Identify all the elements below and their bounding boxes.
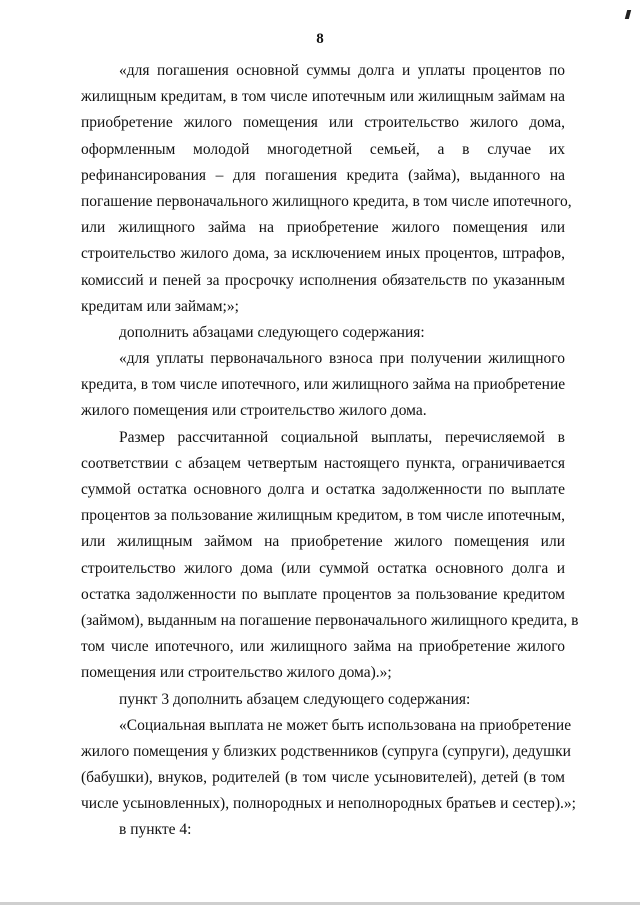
text-line: соответствии с абзацем четвертым настоящего пункта, ограничивается (81, 454, 565, 472)
text-line: суммой остатка основного долга и остатка задолженности по выплате (81, 481, 565, 498)
text-line: пункт 3 дополнить абзацем следующего содержания: (119, 690, 471, 708)
text-line: или жилищного займа на приобретение жилого помещения или (81, 219, 565, 237)
text-line: остатка задолженности по выплате процентов за пользование кредитом (81, 585, 565, 603)
text-line: жилищным кредитам, в том числе ипотечным или жилищным займам на (81, 88, 565, 106)
text-line: кредитам или займам;»; (81, 297, 239, 315)
text-line: строительство жилого дома, за исключением иных процентов, штрафов, (81, 245, 565, 263)
text-line: помещения или строительство жилого дома).»; (81, 664, 392, 682)
text-line: «Социальная выплата не может быть использована на приобретение (119, 716, 572, 734)
text-line: (займом), выданным на погашение первоначального жилищного кредита, в (81, 611, 579, 629)
text-line: жилого помещения или строительство жилого дома. (81, 402, 427, 420)
scan-mark (625, 10, 631, 19)
page-number: 8 (316, 31, 324, 47)
text-line: «для погашения основной суммы долга и уплаты процентов по (119, 62, 565, 79)
text-line: рефинансирования – для погашения кредита (займа), выданного на (81, 166, 565, 184)
text-line: оформленным молодой многодетной семьей, а в случае их (81, 140, 565, 158)
text-line: погашение первоначального жилищного кредита, в том числе ипотечного, (81, 192, 572, 210)
text-line: «для уплаты первоначального взноса при получении жилищного (119, 350, 565, 368)
text-line: числе усыновленных), полнородных и неполнородных братьев и сестер).»; (81, 795, 576, 813)
text-line: кредита, в том числе ипотечного, или жилищного займа на приобретение (81, 376, 566, 394)
text-line: в пункте 4: (119, 821, 192, 839)
text-line: процентов за пользование жилищным кредитом, в том числе ипотечным, (81, 507, 565, 525)
text-line: строительство жилого дома (или суммой остатка основного долга и (81, 559, 565, 577)
text-line: комиссий и пеней за просрочку исполнения обязательств по указанным (81, 271, 565, 289)
text-line: приобретение жилого помещения или строительство жилого дома, (81, 114, 565, 132)
text-line: (бабушки), внуков, родителей (в том числе усыновителей), детей (в том (81, 769, 565, 787)
text-line: Размер рассчитанной социальной выплаты, перечисляемой в (119, 428, 565, 446)
text-line: или жилищным займом на приобретение жилого помещения или (81, 533, 565, 551)
text-line: жилого помещения у близких родственников (супруга (супруги), дедушки (81, 742, 571, 760)
text-line: том числе ипотечного, или жилищного займа на приобретение жилого (81, 638, 565, 656)
text-line: дополнить абзацами следующего содержания: (119, 323, 425, 341)
body-text (81, 58, 579, 844)
